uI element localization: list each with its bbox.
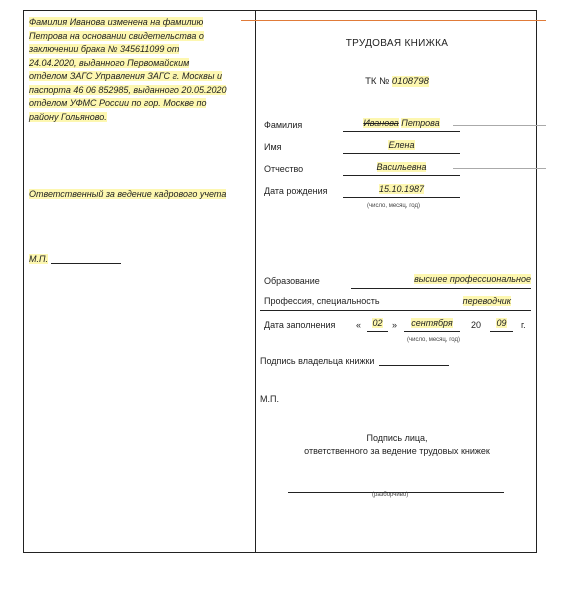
name-field	[343, 140, 460, 154]
fill-year-value: 09	[496, 318, 507, 328]
transcript-hint: (разборчиво)	[372, 492, 409, 498]
labor-book-page	[23, 10, 537, 553]
fill-month-value: сентября	[411, 318, 453, 328]
fill-year-suffix: г.	[521, 320, 526, 330]
surname-old-value: Иванова	[363, 118, 399, 128]
tk-label: ТК №	[365, 76, 390, 87]
page-divider	[255, 11, 256, 552]
surname-change-note-text: Фамилия Иванова изменена на фамилию Петрова на основании свидетельства о заключении брака № 345611099 от 24.04.2020, выданного Первомайским отделом ЗАГС Управления ЗАГС г. Москвы и паспорта 46 06 852985, выданного 20.05.2020 отделом УФМС России по гор. Москве по району Гольяново.	[29, 17, 227, 122]
fill-date-quote-open: «	[356, 320, 362, 330]
education-value: высшее профессиональное	[414, 274, 531, 284]
fill-year-prefix: 20	[471, 320, 482, 330]
name-value: Елена	[388, 140, 415, 150]
birth-date-label: Дата рождения	[264, 186, 328, 196]
tk-number: 0108798	[391, 76, 429, 87]
page-title: ТРУДОВАЯ КНИЖКА	[345, 38, 449, 49]
responsible-signature-line2: ответственного за ведение трудовых книжек	[304, 446, 490, 456]
education-label: Образование	[264, 276, 320, 286]
name-label: Имя	[264, 142, 282, 152]
tk-number-row	[256, 76, 538, 87]
birth-date-hint: (число, месяц, год)	[367, 203, 420, 209]
responsible-signature-line1: Подпись лица,	[366, 433, 428, 443]
right-mp-label: М.П.	[260, 394, 279, 404]
left-stamp-place	[29, 254, 121, 264]
surname-annotation-line	[453, 125, 546, 126]
fill-day-value: 02	[372, 318, 383, 328]
fill-date-label: Дата заполнения	[264, 320, 336, 330]
profession-value: переводчик	[462, 296, 511, 306]
patronymic-field	[343, 162, 460, 176]
birth-date-field	[343, 184, 460, 198]
responsible-note-text: Ответственный за ведение кадрового учета	[29, 189, 227, 199]
surname-field	[343, 118, 460, 132]
fill-month-field	[404, 318, 460, 332]
surname-new-value: Петрова	[401, 118, 440, 128]
profession-label: Профессия, специальность	[264, 296, 380, 306]
fill-date-quote-close: »	[392, 320, 398, 330]
fill-day-field	[367, 318, 388, 332]
patronymic-label: Отчество	[264, 164, 304, 174]
patronymic-annotation-line	[453, 168, 546, 169]
left-mp-label: М.П.	[29, 254, 49, 264]
responsible-note	[29, 188, 229, 202]
birth-date-value: 15.10.1987	[378, 184, 425, 194]
left-mp-signature-line	[51, 263, 121, 264]
owner-signature-row	[260, 356, 449, 366]
fill-date-hint: (число, месяц, год)	[407, 337, 460, 343]
fill-year-field	[490, 318, 513, 332]
patronymic-value: Васильевна	[376, 162, 427, 172]
education-field	[351, 274, 531, 289]
owner-signature-line	[379, 365, 449, 366]
surname-label: Фамилия	[264, 120, 303, 130]
surname-change-annotation-line	[241, 20, 546, 21]
surname-change-note	[29, 16, 229, 124]
profession-field	[260, 296, 531, 311]
owner-signature-label: Подпись владельца книжки	[260, 356, 375, 366]
